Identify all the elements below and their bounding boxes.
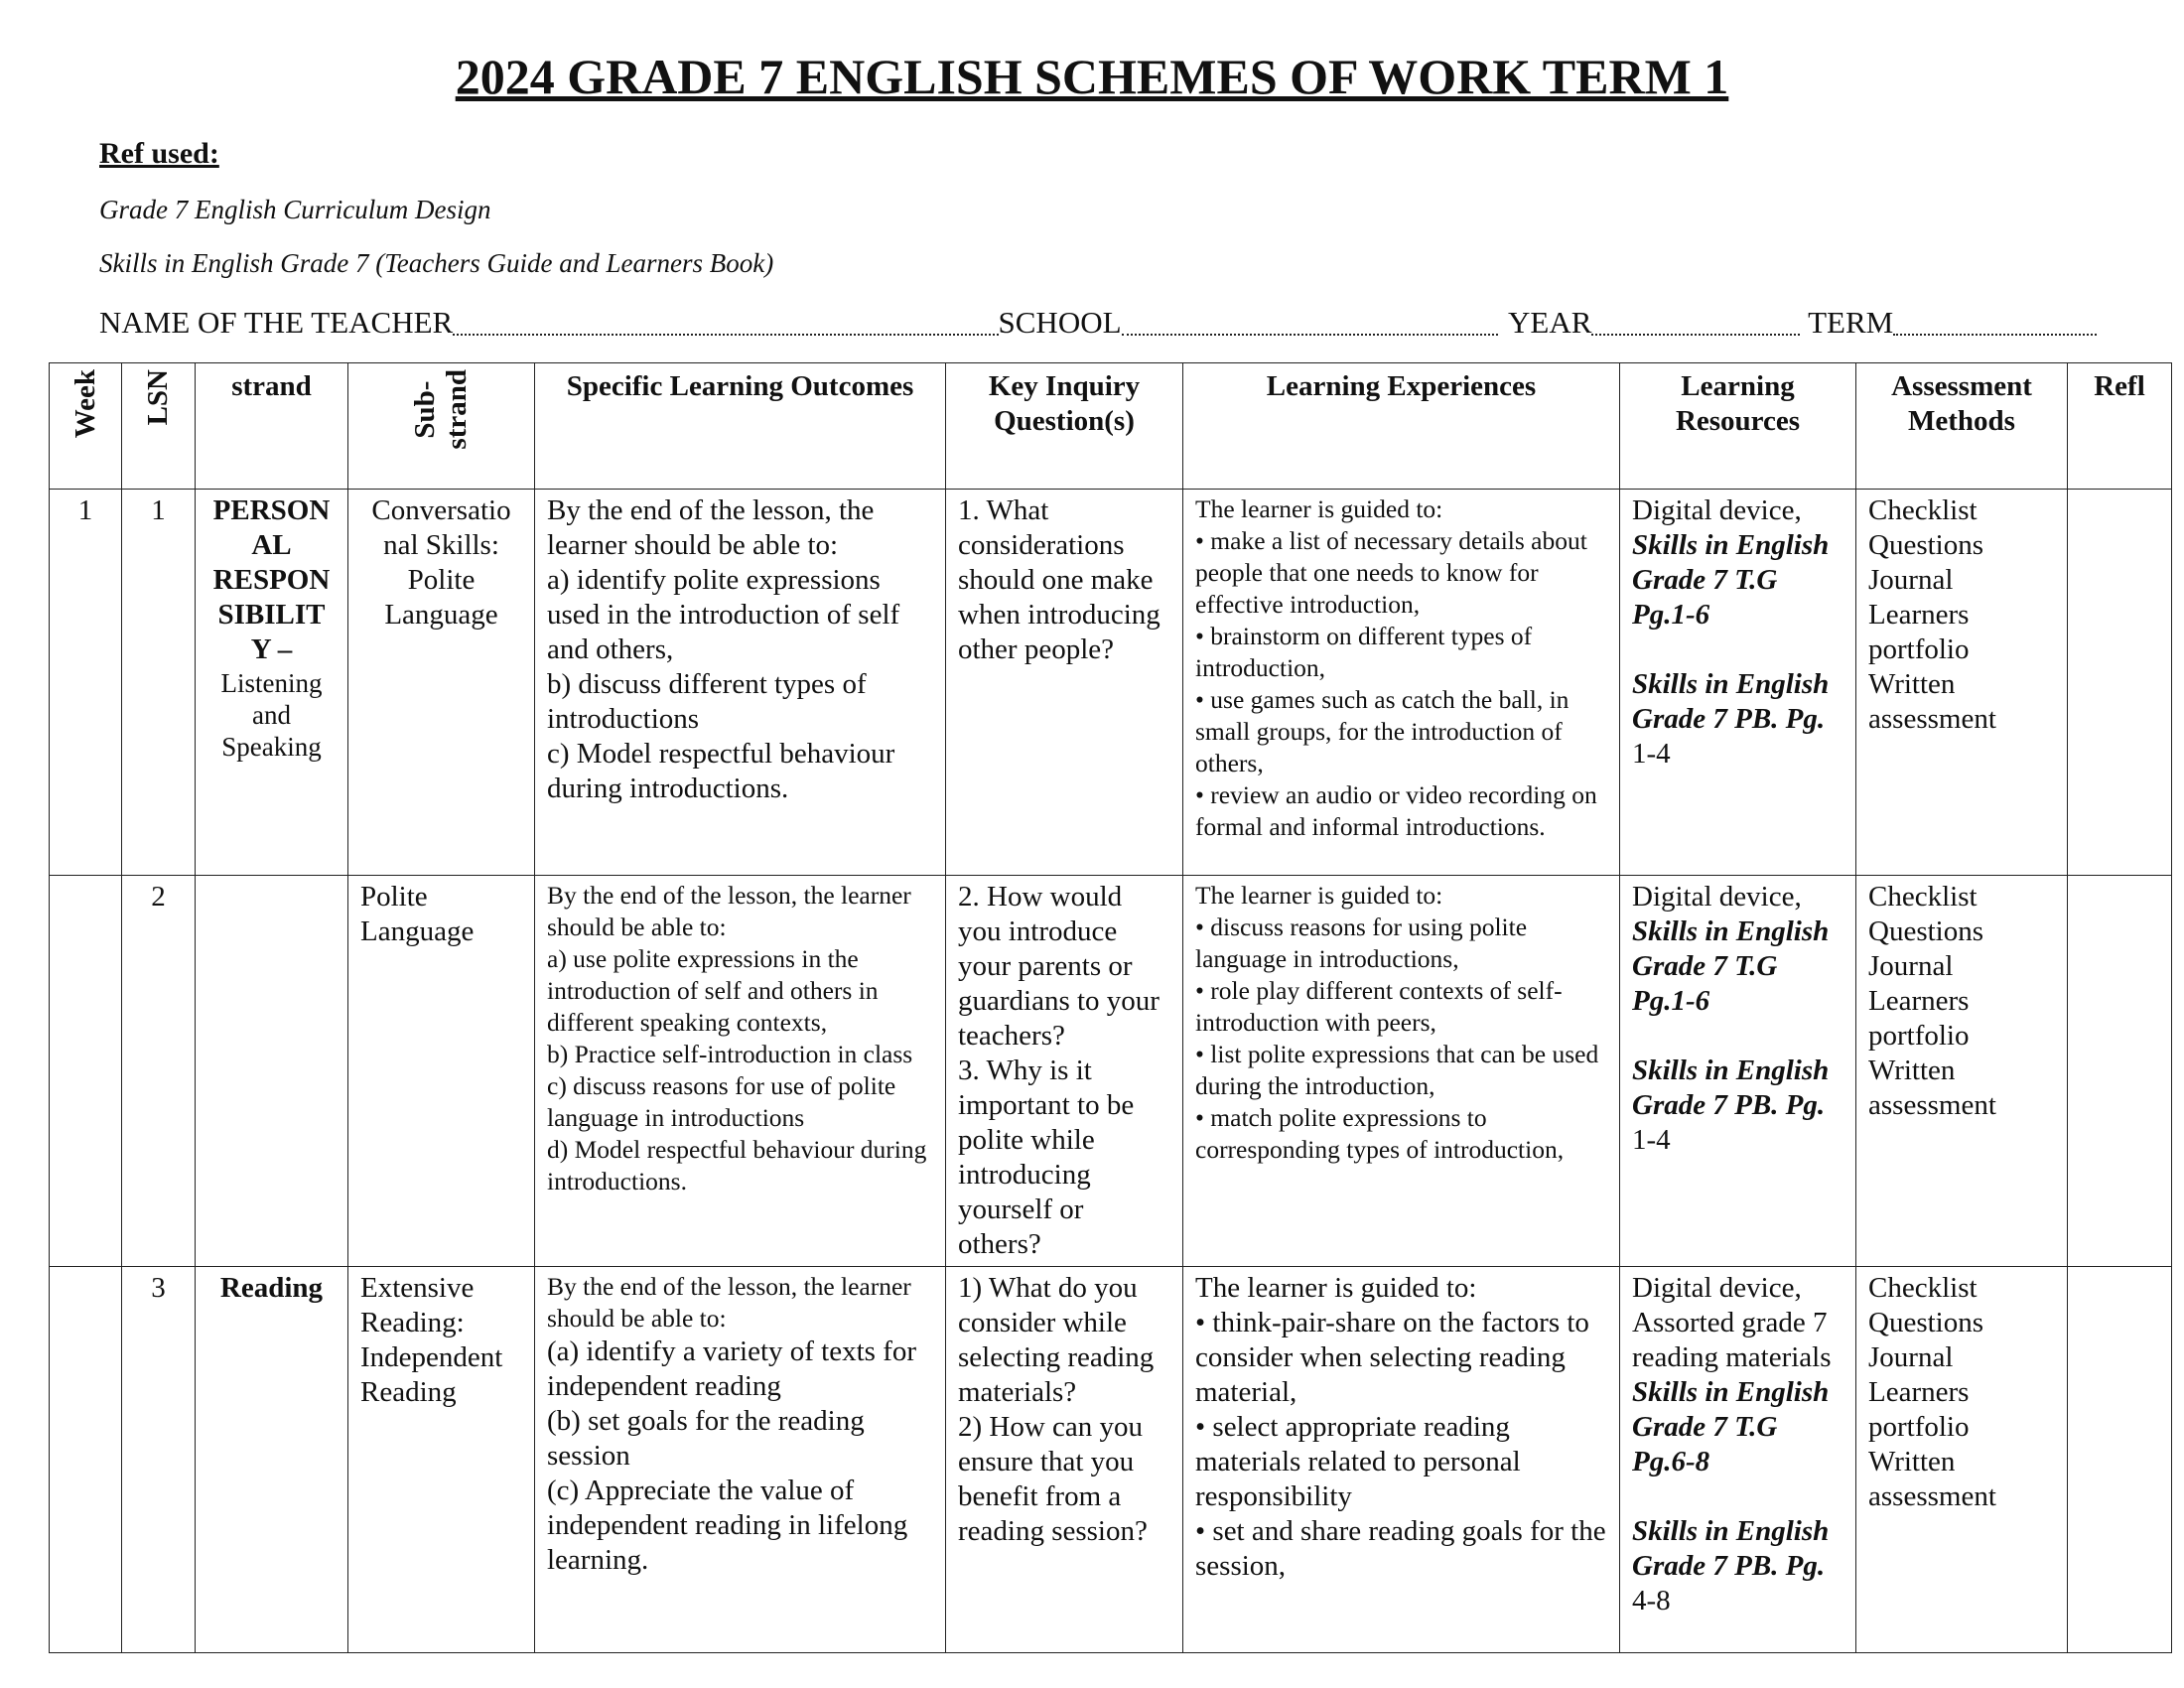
table-header-row bbox=[50, 363, 2172, 490]
ref-heading: Ref used: bbox=[99, 137, 219, 170]
inquiry-question: 2. How would you introduce your parents or guardians to your teachers? bbox=[958, 881, 1160, 1052]
teacher-details-row bbox=[99, 301, 2097, 341]
resource-device: Digital device, bbox=[1632, 1272, 1802, 1304]
assessment-item: Journal bbox=[1868, 564, 1954, 596]
inquiry-question: 3. Why is it important to be polite while introducing yourself or others? bbox=[958, 1055, 1135, 1260]
resource-pupils-book-pages: 1-4 bbox=[1632, 1124, 1671, 1156]
outcome-line: By the end of the lesson, the learner should be able to: bbox=[547, 881, 911, 941]
week-cell: 1 bbox=[50, 490, 122, 876]
inquiry-cell: 1. What considerations should one make when introducing other people? bbox=[946, 490, 1183, 876]
experience-line: • brainstorm on different types of introduction, bbox=[1195, 622, 1533, 682]
assessment-cell bbox=[1856, 876, 2068, 1267]
lsn-cell: 2 bbox=[122, 876, 196, 1267]
outcome-line: (b) set goals for the reading session bbox=[547, 1405, 865, 1472]
header-sub-strand: Sub- strand bbox=[348, 363, 535, 490]
assessment-item: Questions bbox=[1868, 915, 1983, 947]
year-label: YEAR bbox=[1508, 305, 1592, 340]
assessment-item: Checklist bbox=[1868, 1272, 1978, 1304]
table-row bbox=[50, 1267, 2172, 1653]
scheme-of-work-table bbox=[49, 362, 2172, 1653]
resources-cell bbox=[1620, 876, 1856, 1267]
experience-line: • match polite expressions to corresponding types of introduction, bbox=[1195, 1103, 1565, 1164]
experience-line: The learner is guided to: bbox=[1195, 881, 1443, 910]
experience-line: • make a list of necessary details about people that one needs to know for effective introduction, bbox=[1195, 526, 1587, 619]
strand-cell: Reading bbox=[196, 1267, 348, 1653]
outcomes-cell bbox=[535, 876, 946, 1267]
sub-strand-cell: Conversatio nal Skills: Polite Language bbox=[348, 490, 535, 876]
outcome-line: b) Practice self-introduction in class bbox=[547, 1040, 913, 1068]
experiences-cell bbox=[1183, 876, 1620, 1267]
year-field[interactable] bbox=[1591, 304, 1800, 336]
term-label: TERM bbox=[1808, 305, 1894, 340]
assessment-item: Written assessment bbox=[1868, 1055, 1996, 1121]
outcome-line: a) identify polite expressions used in the introduction of self and others, bbox=[547, 564, 900, 665]
resources-cell bbox=[1620, 1267, 1856, 1653]
outcome-line: (c) Appreciate the value of independent reading in lifelong learning. bbox=[547, 1475, 908, 1576]
header-learning-resources: Learning Resources bbox=[1620, 363, 1856, 490]
sub-strand-cell: Polite Language bbox=[348, 876, 535, 1267]
inquiry-cell bbox=[946, 876, 1183, 1267]
outcome-line: By the end of the lesson, the learner should be able to: bbox=[547, 494, 875, 561]
resource-device: Digital device, bbox=[1632, 881, 1802, 913]
term-field[interactable] bbox=[1893, 304, 2097, 336]
header-assessment-methods: Assessment Methods bbox=[1856, 363, 2068, 490]
reflection-cell[interactable] bbox=[2068, 876, 2172, 1267]
reflection-cell[interactable] bbox=[2068, 1267, 2172, 1653]
experience-line: The learner is guided to: bbox=[1195, 1272, 1477, 1304]
reference-skills-in-english: Skills in English Grade 7 (Teachers Guide and Learners Book) bbox=[99, 248, 774, 278]
experience-line: • role play different contexts of self-introduction with peers, bbox=[1195, 976, 1563, 1037]
strand-main: PERSON AL RESPON SIBILIT Y – bbox=[212, 494, 331, 665]
assessment-item: Checklist bbox=[1868, 881, 1978, 913]
assessment-item: Journal bbox=[1868, 1341, 1954, 1373]
strand-sub: Listening and Speaking bbox=[220, 668, 323, 762]
header-reflection: Refl bbox=[2068, 363, 2172, 490]
experiences-cell bbox=[1183, 1267, 1620, 1653]
outcomes-cell bbox=[535, 490, 946, 876]
strand-cell bbox=[196, 490, 348, 876]
outcome-line: d) Model respectful behaviour during introductions. bbox=[547, 1135, 927, 1196]
resource-pupils-book-pages: 4-8 bbox=[1632, 1585, 1671, 1617]
resource-teachers-guide: Skills in English Grade 7 T.G Pg.1-6 bbox=[1632, 915, 1830, 1017]
header-lsn: LSN bbox=[122, 363, 196, 490]
assessment-item: Learners portfolio bbox=[1868, 1376, 1970, 1443]
week-cell bbox=[50, 1267, 122, 1653]
assessment-item: Checklist bbox=[1868, 494, 1978, 526]
experience-line: • set and share reading goals for the session, bbox=[1195, 1515, 1606, 1582]
experience-line: • think-pair-share on the factors to consider when selecting reading material, bbox=[1195, 1307, 1589, 1408]
assessment-item: Questions bbox=[1868, 529, 1983, 561]
reference-curriculum-design: Grade 7 English Curriculum Design bbox=[99, 195, 491, 224]
outcome-line: b) discuss different types of introductions bbox=[547, 668, 867, 735]
header-specific-learning-outcomes: Specific Learning Outcomes bbox=[535, 363, 946, 490]
header-key-inquiry-questions: Key Inquiry Question(s) bbox=[946, 363, 1183, 490]
assessment-item: Learners portfolio bbox=[1868, 985, 1970, 1052]
resource-assorted-materials: Assorted grade 7 reading materials bbox=[1632, 1307, 1832, 1373]
resource-pupils-book: Skills in English Grade 7 PB. Pg. bbox=[1632, 668, 1830, 735]
school-field[interactable] bbox=[1122, 304, 1499, 336]
experience-line: • select appropriate reading materials related to personal responsibility bbox=[1195, 1411, 1521, 1512]
outcome-line: a) use polite expressions in the introduction of self and others in different speaking contexts, bbox=[547, 944, 879, 1037]
teacher-label: NAME OF THE TEACHER bbox=[99, 305, 454, 340]
document-title: 2024 GRADE 7 ENGLISH SCHEMES OF WORK TERM 1 bbox=[455, 49, 1729, 104]
inquiry-cell bbox=[946, 1267, 1183, 1653]
strand-cell bbox=[196, 876, 348, 1267]
inquiry-question: 2) How can you ensure that you benefit from a reading session? bbox=[958, 1411, 1148, 1547]
reflection-cell[interactable] bbox=[2068, 490, 2172, 876]
outcome-line: c) Model respectful behaviour during introductions. bbox=[547, 738, 895, 804]
assessment-item: Written assessment bbox=[1868, 1446, 1996, 1512]
assessment-cell bbox=[1856, 490, 2068, 876]
experiences-cell bbox=[1183, 490, 1620, 876]
resources-cell bbox=[1620, 490, 1856, 876]
outcome-line: c) discuss reasons for use of polite language in introductions bbox=[547, 1071, 896, 1132]
header-week: Week bbox=[50, 363, 122, 490]
table-row bbox=[50, 876, 2172, 1267]
lsn-cell: 3 bbox=[122, 1267, 196, 1653]
experience-line: • discuss reasons for using polite language in introductions, bbox=[1195, 913, 1528, 973]
outcomes-cell bbox=[535, 1267, 946, 1653]
outcome-intro: By the end of the lesson, the learner should be able to: bbox=[547, 1272, 911, 1333]
header-strand: strand bbox=[196, 363, 348, 490]
outcome-line: (a) identify a variety of texts for independent reading bbox=[547, 1336, 917, 1402]
inquiry-question: 1) What do you consider while selecting reading materials? bbox=[958, 1272, 1155, 1408]
header-learning-experiences: Learning Experiences bbox=[1183, 363, 1620, 490]
assessment-item: Learners portfolio bbox=[1868, 599, 1970, 665]
assessment-item: Questions bbox=[1868, 1307, 1983, 1338]
lsn-cell: 1 bbox=[122, 490, 196, 876]
school-label: SCHOOL bbox=[998, 305, 1122, 340]
assessment-cell bbox=[1856, 1267, 2068, 1653]
assessment-item: Journal bbox=[1868, 950, 1954, 982]
experience-line: • list polite expressions that can be used during the introduction, bbox=[1195, 1040, 1599, 1100]
sub-strand-cell: Extensive Reading: Independent Reading bbox=[348, 1267, 535, 1653]
resource-pupils-book: Skills in English Grade 7 PB. Pg. bbox=[1632, 1055, 1830, 1121]
experience-line: The learner is guided to: bbox=[1195, 494, 1443, 523]
resource-pupils-book-pages: 1-4 bbox=[1632, 738, 1671, 770]
experience-line: • review an audio or video recording on formal and informal introductions. bbox=[1195, 780, 1597, 841]
assessment-item: Written assessment bbox=[1868, 668, 1996, 735]
resource-teachers-guide: Skills in English Grade 7 T.G Pg.6-8 bbox=[1632, 1376, 1830, 1477]
resource-pupils-book: Skills in English Grade 7 PB. Pg. bbox=[1632, 1515, 1830, 1582]
resource-device: Digital device, bbox=[1632, 494, 1802, 526]
resource-teachers-guide: Skills in English Grade 7 T.G Pg.1-6 bbox=[1632, 529, 1830, 631]
experience-line: • use games such as catch the ball, in small groups, for the introduction of others, bbox=[1195, 685, 1570, 777]
week-cell bbox=[50, 876, 122, 1267]
teacher-name-field[interactable] bbox=[453, 304, 998, 336]
table-row bbox=[50, 490, 2172, 876]
